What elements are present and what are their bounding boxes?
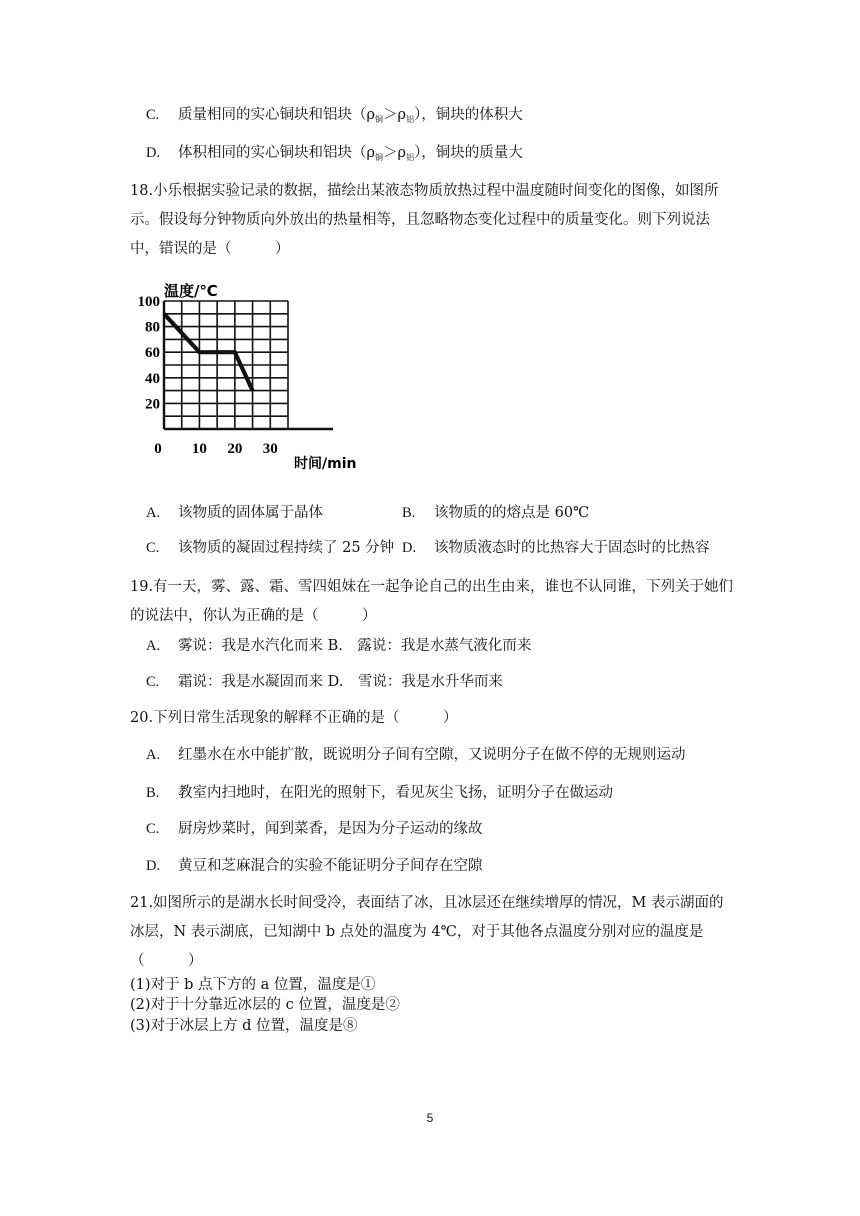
q20-stem: 20.下列日常生活现象的解释不正确的是（ ）	[130, 710, 458, 726]
q18-option-b: B. 该物质的的熔点是 60℃	[402, 505, 590, 521]
y-tick-label: 40	[145, 370, 160, 387]
q21-item-3: (3)对于冰层上方 d 位置，温度是⑧	[130, 1018, 358, 1034]
q17-option-c: C. 质量相同的实心铜块和铝块$(\rho_铜>\rho_铝)$，铜块的体积大	[146, 107, 523, 124]
chart-ticks	[138, 294, 278, 457]
y-tick-label: 20	[145, 396, 160, 413]
q17-option-d: D. 体积相同的实心铜块和铝块$(\rho_铜>\rho_铝)$，铜块的质量大	[146, 145, 523, 162]
q19-options-ab: A. 雾说：我是水汽化而来 B. 露说：我是水蒸气液化而来	[146, 638, 532, 654]
q18-option-a: A. 该物质的固体属于晶体	[146, 505, 323, 521]
chart-grid	[164, 301, 288, 429]
q20-option-b: B. 教室内扫地时，在阳光的照射下，看见灰尘飞扬，证明分子在做运动	[146, 785, 613, 801]
q21-item-1: (1)对于 b 点下方的 a 位置，温度是①	[130, 977, 376, 993]
x-tick-label: 0	[154, 441, 162, 457]
q19-stem: 19.有一天，雾、露、霜、雪四姐妹在一起争论自己的出生由来，谁也不认同谁，下列关于她们的说法中，你认为正确的是（ ）	[130, 579, 734, 624]
q18-option-d: D. 该物质液态时的比热容大于固态时的比热容	[402, 540, 710, 556]
temperature-time-chart	[128, 276, 378, 476]
y-tick-label: 80	[145, 319, 160, 336]
x-tick-label: 20	[227, 441, 243, 457]
page-number: 5	[426, 1111, 434, 1125]
option-letter: D.	[146, 145, 161, 161]
x-tick-label: 30	[262, 441, 278, 457]
x-axis-label: 时间/min	[294, 456, 357, 472]
q21-stem: 21.如图所示的是湖水长时间受冷，表面结了冰，且冰层还在继续增厚的情况，M 表示湖面的冰层，N 表示湖底，已知湖中 b 点处的温度为 4℃，对于其他各点温度分别对应的温度是（ ）	[130, 895, 724, 969]
q20-option-a: A. 红墨水在水中能扩散，既说明分子间有空隙，又说明分子在做不停的无规则运动	[146, 747, 686, 763]
y-axis-label: 温度/℃	[164, 282, 218, 300]
q19-options-cd: C. 霜说：我是水凝固而来 D. 雪说：我是水升华而来	[146, 674, 503, 690]
q18-stem: 18.小乐根据实验记录的数据，描绘出某液态物质放热过程中温度随时间变化的图像，如图所示。假设每分钟物质向外放出的热量相等，且忽略物态变化过程中的质量变化。则下列说法中，错误的是（ ）	[130, 183, 719, 257]
x-tick-label: 10	[191, 441, 207, 457]
y-tick-label: 100	[137, 294, 160, 310]
q20-option-c: C. 厨房炒菜时，闻到菜香，是因为分子运动的缘故	[146, 821, 483, 837]
q20-option-d: D. 黄豆和芝麻混合的实验不能证明分子间存在空隙	[146, 858, 483, 874]
y-tick-label: 60	[145, 345, 160, 362]
option-letter: C.	[146, 107, 160, 123]
q21-item-2: (2)对于十分靠近冰层的 c 位置，温度是②	[130, 997, 400, 1013]
q18-option-c: C. 该物质的凝固过程持续了 25 分钟	[146, 540, 395, 556]
